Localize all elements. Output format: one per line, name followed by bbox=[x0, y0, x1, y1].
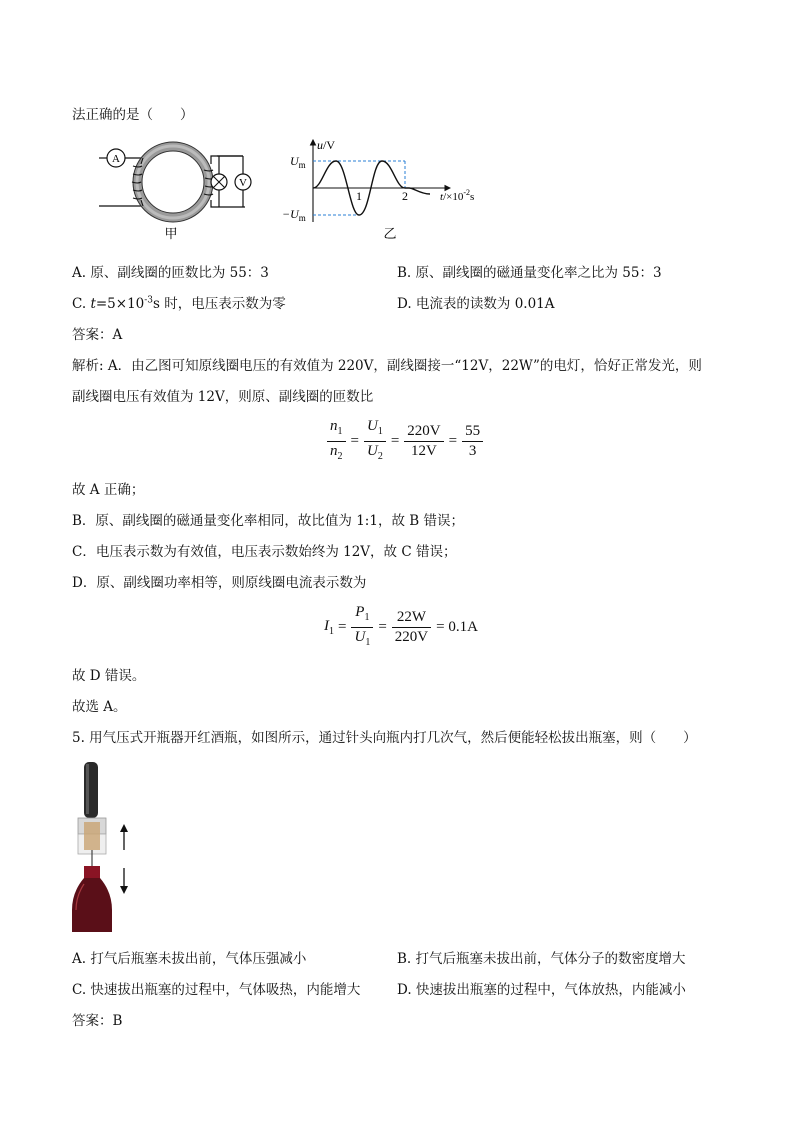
transformer-core bbox=[133, 142, 213, 222]
q4-analysis-c: C．电压表示数为有效值，电压表示数始终为 12V，故 C 错误； bbox=[72, 544, 457, 560]
lamp-symbol bbox=[211, 174, 227, 190]
current-equation: $I_1$ = $\frac{P_1}{U_1}$ = $\frac{22W}{220V}$ = 0.1A bbox=[324, 604, 478, 648]
wine-opener-illustration bbox=[70, 760, 140, 932]
q4-conclusion-a: 故 A 正确； bbox=[72, 482, 145, 498]
tick-label-2: 2 bbox=[402, 189, 408, 203]
question-stem-tail: 法正确的是（ ） bbox=[72, 107, 194, 123]
voltage-waveform-figure bbox=[280, 136, 495, 246]
q4-analysis-d: D．原、副线圈功率相等，则原线圈电流表示数为 bbox=[72, 575, 367, 591]
q4-answer: 答案：A bbox=[72, 327, 123, 343]
figure-jia-caption: 甲 bbox=[164, 226, 178, 241]
q5-option-b: B. 打气后瓶塞未拔出前，气体分子的数密度增大 bbox=[397, 951, 686, 967]
q4-option-c: C. $t=5\times 10^{-3}s$ 时，电压表示数为零 bbox=[72, 295, 286, 312]
q4-analysis-b: B．原、副线圈的磁通量变化率相同，故比值为 1:1，故 B 错误； bbox=[72, 513, 464, 529]
up-arrow-icon bbox=[120, 824, 128, 850]
voltmeter-symbol bbox=[235, 174, 251, 190]
down-arrow-icon bbox=[120, 868, 128, 894]
transformer-circuit-figure bbox=[95, 136, 275, 246]
tick-label-1: 1 bbox=[356, 189, 362, 203]
q4-analysis-line2: 副线圈电压有效值为 12V，则原、副线圈的匝数比 bbox=[72, 389, 374, 405]
y-axis-title: u/V bbox=[317, 138, 335, 152]
um-label: $U_m$ bbox=[290, 154, 306, 170]
q5-answer: 答案：B bbox=[72, 1013, 123, 1029]
q5-option-d: D. 快速拔出瓶塞的过程中，气体放热，内能减小 bbox=[397, 982, 686, 998]
figure-yi-caption: 乙 bbox=[383, 226, 397, 241]
q5-stem: 5. 用气压式开瓶器开红酒瓶，如图所示，通过针头向瓶内打几次气，然后便能轻松拔出瓶塞，则（ ） bbox=[72, 730, 697, 746]
q4-analysis-line1: 解析: A．由乙图可知原线圈电压的有效值为 220V，副线圈接一“12V，22W”的电灯，恰好正常发光，则 bbox=[72, 358, 702, 374]
q4-option-a: A. 原、副线圈的匝数比为 55：3 bbox=[72, 265, 269, 281]
q4-conclusion-d: 故 D 错误。 bbox=[72, 668, 146, 684]
q4-option-b: B. 原、副线圈的磁通量变化率之比为 55：3 bbox=[397, 265, 662, 281]
ammeter-symbol bbox=[107, 149, 125, 167]
neg-um-label: $-U_m$ bbox=[282, 207, 306, 223]
svg-text:V: V bbox=[239, 177, 247, 189]
svg-text:A: A bbox=[112, 153, 120, 165]
q4-final-answer: 故选 A。 bbox=[72, 699, 127, 715]
q5-option-c: C. 快速拔出瓶塞的过程中，气体吸热，内能增大 bbox=[72, 982, 361, 998]
x-axis-title: $t/\times 10^{-2}s$ bbox=[440, 188, 475, 203]
q4-option-d: D. 电流表的读数为 0.01A bbox=[397, 296, 555, 312]
q5-option-a: A. 打气后瓶塞未拔出前，气体压强减小 bbox=[72, 951, 307, 967]
turns-ratio-equation: $\frac{n_1}{n_2}$ = $\frac{U_1}{U_2}$ = $\frac{220V}{12V}$ = $\frac{55}{3}$ bbox=[324, 418, 486, 465]
